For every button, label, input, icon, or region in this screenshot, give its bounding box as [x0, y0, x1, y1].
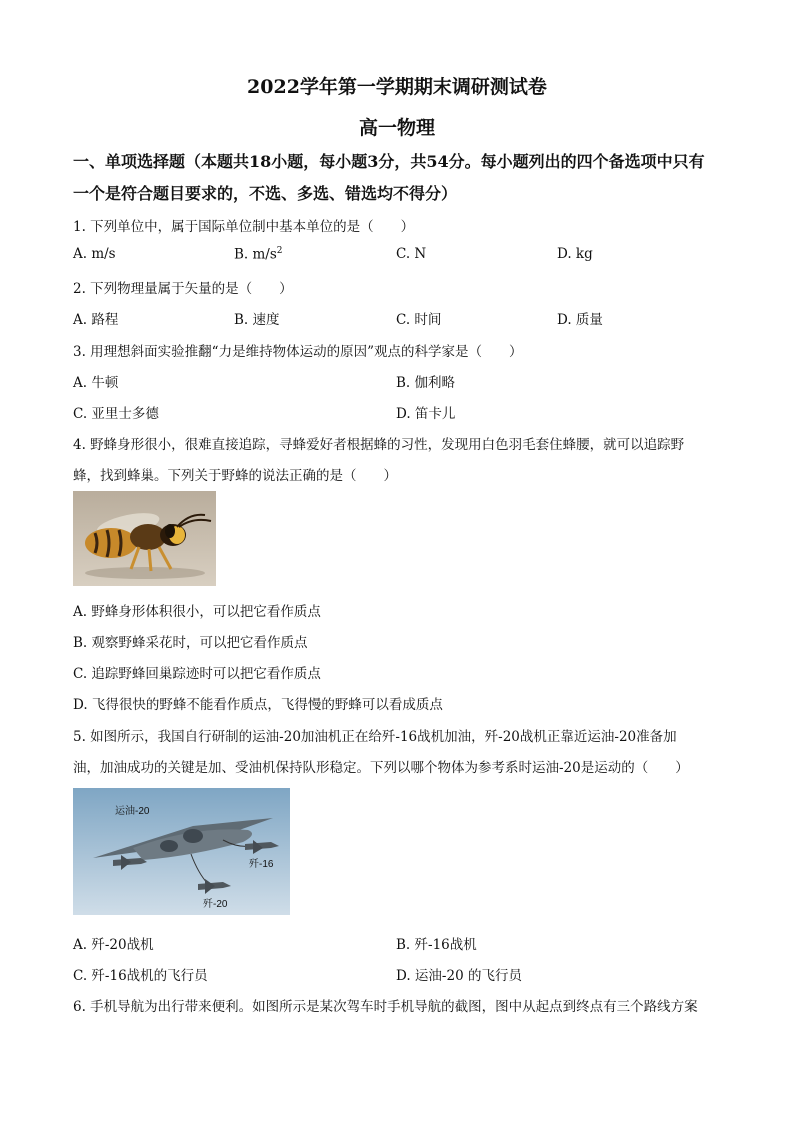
label-j16: 歼-16: [249, 859, 274, 870]
q4-option-d: D. 飞得很快的野蜂不能看作质点，飞得慢的野蜂可以看成质点: [73, 697, 443, 713]
q1-option-d: D. kg: [557, 246, 593, 262]
wasp-photo: [73, 491, 216, 586]
refueling-illustration: [73, 788, 290, 915]
q1-stem: 1. 下列单位中，属于国际单位制中基本单位的是（ ）: [73, 219, 415, 235]
q5-option-b: B. 歼-16战机: [396, 937, 477, 953]
section-heading-line1: 一、单项选择题（本题共18小题，每小题3分，共54分。每小题列出的四个备选项中只有: [73, 152, 705, 171]
q3-option-c: C. 亚里士多德: [73, 406, 159, 422]
q2-option-b: B. 速度: [234, 312, 280, 328]
label-tanker: 运油-20: [115, 806, 150, 817]
q2-option-a: A. 路程: [73, 312, 119, 328]
label-j20: 歼-20: [203, 899, 228, 910]
q2-stem: 2. 下列物理量属于矢量的是（ ）: [73, 281, 293, 297]
q5-option-a: A. 歼-20战机: [73, 937, 154, 953]
q1-option-a: A. m/s: [73, 246, 116, 262]
q4-stem-line1: 4. 野蜂身形很小，很难直接追踪，寻蜂爱好者根据蜂的习性，发现用白色羽毛套住蜂腰，就可以追踪野: [73, 437, 685, 453]
q4-option-c: C. 追踪野蜂回巢踪迹时可以把它看作质点: [73, 666, 321, 682]
exam-title: 2022学年第一学期期末调研测试卷: [247, 76, 547, 98]
q3-option-d: D. 笛卡儿: [396, 406, 456, 422]
q3-option-a: A. 牛顿: [73, 375, 119, 391]
q2-option-d: D. 质量: [557, 312, 603, 328]
q3-option-b: B. 伽利略: [396, 375, 456, 391]
section-heading-line2: 一个是符合题目要求的，不选、多选、错选均不得分）: [73, 184, 458, 203]
q5-stem-line1: 5. 如图所示，我国自行研制的运油-20加油机正在给歼-16战机加油，歼-20战机正靠近运油-20准备加: [73, 729, 677, 745]
q5-stem-line2: 油，加油成功的关键是加、受油机保持队形稳定。下列以哪个物体为参考系时运油-20是运动的（ ）: [73, 760, 689, 776]
wasp-illustration: [73, 491, 216, 586]
q4-option-b: B. 观察野蜂采花时，可以把它看作质点: [73, 635, 308, 651]
refueling-photo: [73, 788, 290, 915]
q1-option-b: B. $m/s^2$: [234, 246, 283, 263]
q5-option-c: C. 歼-16战机的飞行员: [73, 968, 208, 984]
q3-stem: 3. 用理想斜面实验推翻“力是维持物体运动的原因”观点的科学家是（ ）: [73, 344, 523, 360]
q4-stem-line2: 蜂，找到蜂巢。下列关于野蜂的说法正确的是（ ）: [73, 468, 397, 484]
q5-option-d: D. 运油-20 的飞行员: [396, 968, 522, 984]
exam-subtitle: 高一物理: [358, 117, 435, 139]
q4-option-a: A. 野蜂身形体积很小，可以把它看作质点: [73, 604, 321, 620]
q2-option-c: C. 时间: [396, 312, 442, 328]
q1-option-c: C. N: [396, 246, 427, 262]
q6-stem-line1: 6. 手机导航为出行带来便利。如图所示是某次驾车时手机导航的截图，图中从起点到终点有三个路线方案: [73, 999, 698, 1015]
